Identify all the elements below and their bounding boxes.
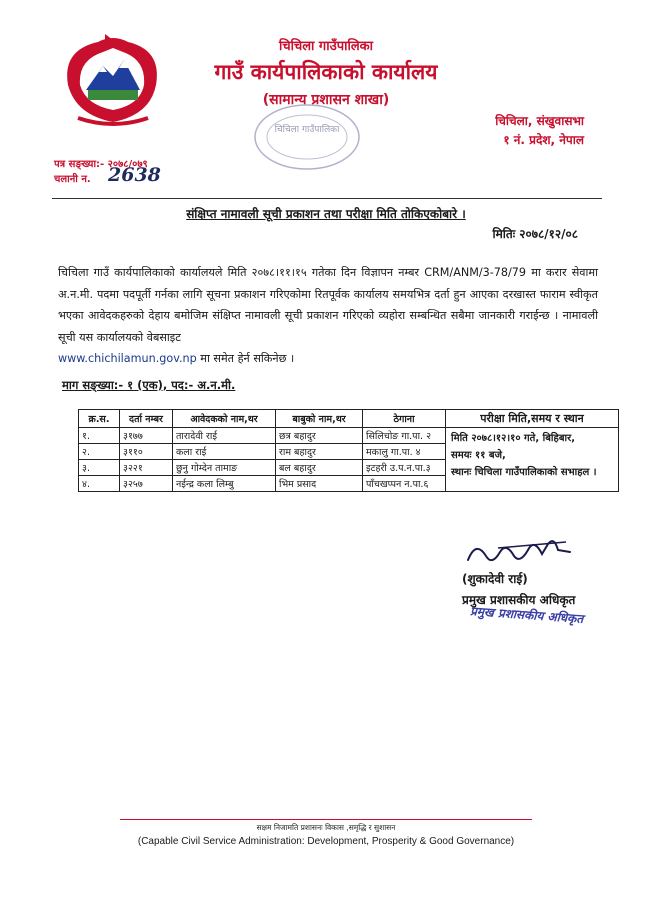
cell: मकालु गा.पा. ४ [363, 444, 446, 460]
exam-time: समयः ११ बजे, [451, 450, 506, 461]
patra-sankhya: पत्र सङ्ख्या:- २०७८/०७९ [54, 159, 148, 170]
branch-title: (सामान्य प्रशासन शाखा) [262, 92, 390, 108]
cell: २. [79, 444, 120, 460]
demand-line: माग सङ्ख्या:- १ (एक), पद:- अ.न.मी. [62, 378, 236, 392]
chalani-label: चलानी न. [54, 174, 91, 185]
cell: कला राई [173, 444, 276, 460]
col-header: ठेगाना [363, 410, 446, 428]
cell: छत्र बहादुर [276, 428, 363, 444]
col-header: परीक्षा मिति,समय र स्थान [446, 410, 619, 428]
cell: ३१७७ [120, 428, 173, 444]
signatory-name: (शुकादेवी राई) [462, 572, 528, 586]
col-header: आवेदकको नाम,थर [173, 410, 276, 428]
office-title: गाउँ कार्यपालिकाको कार्यालय [214, 60, 438, 84]
notice-subject: संक्षिप्त नामावली सूची प्रकाशन तथा परीक्षा मिति तोकिएकोबारे । [186, 207, 466, 221]
cell: ३२५७ [120, 476, 173, 492]
signature-scrawl [458, 530, 578, 574]
col-header: दर्ता नम्बर [120, 410, 173, 428]
address-line-1: चिचिला, संखुवासभा [495, 114, 584, 128]
table-row [79, 428, 619, 444]
svg-text:चिचिला गाउँपालिका: चिचिला गाउँपालिका [274, 125, 340, 135]
municipality-name: चिचिला गाउँपालिका [278, 39, 374, 54]
footer-motto-en: (Capable Civil Service Administration: Development, Prosperity & Good Governance) [137, 836, 515, 847]
cell: ४. [79, 476, 120, 492]
cell: पाँचखप्पन न.पा.६ [363, 476, 446, 492]
exam-date: मिति २०७८।१२।१० गते, बिहिबार, [451, 433, 576, 444]
cell: ३११० [120, 444, 173, 460]
signatory-title: प्रमुख प्रशासकीय अधिकृत [462, 593, 576, 607]
cell: बल बहादुर [276, 460, 363, 476]
designation-stamp: प्रमुख प्रशासकीय अधिकृत [469, 604, 584, 626]
cell: राम बहादुर [276, 444, 363, 460]
cell: सिलिचोङ गा.पा. २ [363, 428, 446, 444]
chalani-number: 2638 [108, 164, 161, 186]
col-header: बाबुको नाम,थर [276, 410, 363, 428]
cell: ३. [79, 460, 120, 476]
notice-body-text: चिचिला गाउँ कार्यपालिकाको कार्यालयले मिति २०७८।११।१५ गतेका दिन विज्ञापन नम्बर CRM/ANM/3-78/79 मा करार सेवामा अ.न.मी. पदमा पदपूर्ती गर्नका लागि सूचना प्रकाशन गरिएकोमा रितपूर्वक कार्यालय समयभित्र दर्ता हुन आएका दरखास्त फाराम स्वीकृत भएका आवेदकहरुको देहाय बमोजिम संक्षिप्त नामावली सूची प्रकाशन गरिएको व्यहोरा सम्बन्धित सबैमा जानकारी गराईन्छ । नामावली सूची यस कार्यालयको वेबसाइट [58, 266, 598, 344]
notice-body-end: मा समेत हेर्न सकिनेछ । [196, 352, 295, 365]
cell: १. [79, 428, 120, 444]
cell: तारादेवी राई [173, 428, 276, 444]
cell: इटहरी उ.प.न.पा.३ [363, 460, 446, 476]
exam-venue: स्थानः चिचिला गाउँपालिकाको सभाहल । [451, 467, 597, 478]
notice-date: मितिः २०७८/१२/०८ [492, 227, 578, 241]
col-header: क्र.स. [79, 410, 120, 428]
exam-info-cell [446, 428, 619, 492]
website-link[interactable]: www.chichilamun.gov.np [58, 352, 197, 365]
cell: भिम प्रसाद [276, 476, 363, 492]
notice-body [58, 262, 598, 370]
address-line-2: १ नं. प्रदेश, नेपाल [503, 133, 584, 147]
cell: ३२२१ [120, 460, 173, 476]
cell: छुनु गोम्देन तामाङ [173, 460, 276, 476]
shortlist-table [78, 409, 619, 492]
table-header-row [79, 410, 619, 428]
office-stamp [252, 102, 362, 172]
cell: नईन्द्र कला लिम्बु [173, 476, 276, 492]
footer-rule [120, 819, 532, 820]
divider [52, 198, 602, 199]
footer-motto-np: सक्षम निजामति प्रशासनः विकास ,समृद्धि र सुशासन [256, 823, 396, 832]
